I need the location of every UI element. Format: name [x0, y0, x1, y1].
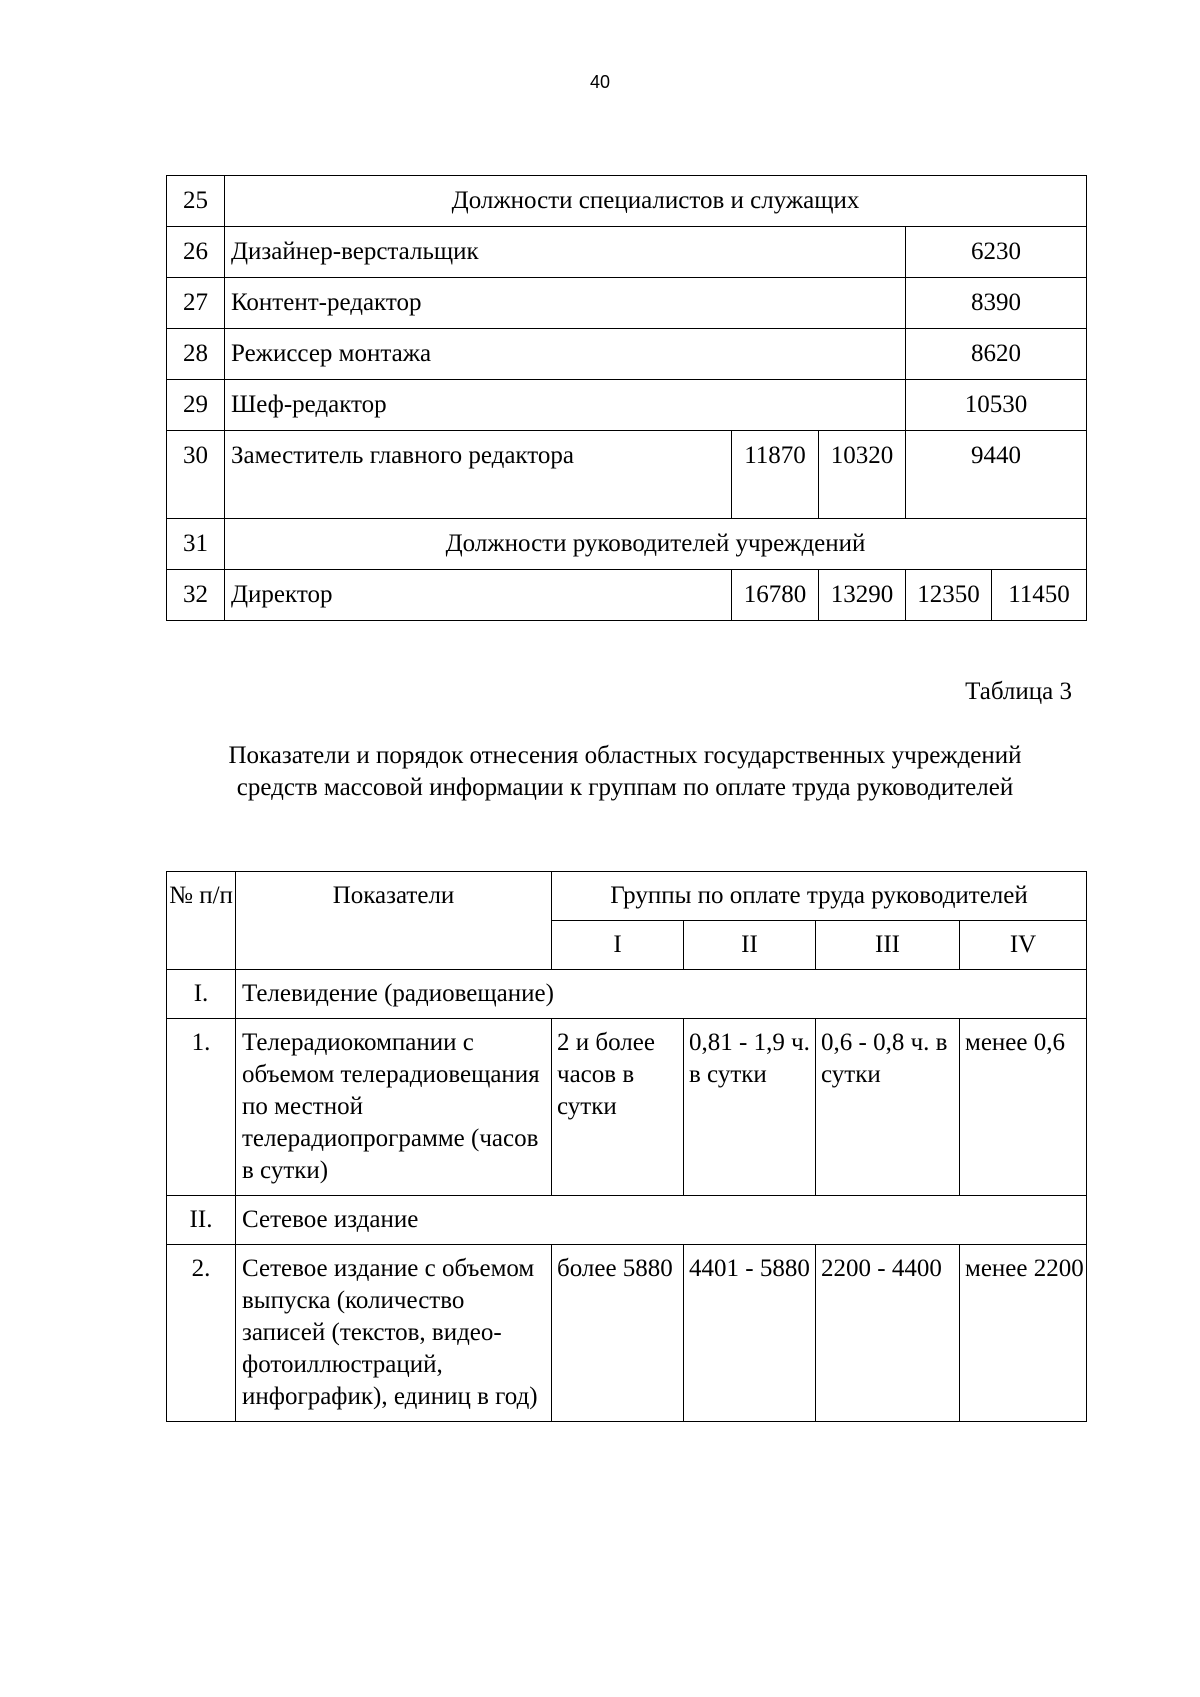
row-number: 32 [167, 570, 225, 621]
row-number: 1. [167, 1019, 236, 1196]
column-header-number: № п/п [167, 872, 236, 970]
table-row [167, 329, 1087, 380]
salary-value: 10530 [906, 380, 1087, 431]
position-name: Заместитель главного редактора [225, 431, 732, 519]
page-number: 40 [589, 72, 611, 92]
row-number: 27 [167, 278, 225, 329]
group-header-2: II [684, 921, 816, 970]
table-caption: Показатели и порядок отнесения областных государственных учреждений средств массовой информации к группам по оплате труда руководителей [228, 742, 1022, 801]
salary-value-group-1: 16780 [732, 570, 819, 621]
salary-value: 8620 [906, 329, 1087, 380]
indicator-text: Телерадиокомпании с объемом телерадиовещания по местной телерадиопрограмме (часов в сутки) [236, 1019, 552, 1196]
group-4-value: менее 0,6 [960, 1019, 1087, 1196]
row-number: 26 [167, 227, 225, 278]
section-heading: Должности специалистов и служащих [225, 176, 1087, 227]
position-name: Режиссер монтажа [225, 329, 906, 380]
table-row [167, 227, 1087, 278]
salary-value: 8390 [906, 278, 1087, 329]
group-1-value: 2 и более часов в сутки [552, 1019, 684, 1196]
staff-salary-table [166, 175, 1087, 621]
salary-value-group-3-4: 9440 [906, 431, 1087, 519]
group-header-3: III [816, 921, 960, 970]
salary-value-group-2: 13290 [819, 570, 906, 621]
group-2-value: 0,81 - 1,9 ч. в сутки [684, 1019, 816, 1196]
salary-value-group-1: 11870 [732, 431, 819, 519]
manager-groups-table [166, 871, 1087, 1422]
group-3-value: 0,6 - 0,8 ч. в сутки [816, 1019, 960, 1196]
row-number: 28 [167, 329, 225, 380]
position-name: Контент-редактор [225, 278, 906, 329]
group-header-1: I [552, 921, 684, 970]
section-row [167, 970, 1087, 1019]
header-row [167, 872, 1087, 921]
salary-value-group-4: 11450 [992, 570, 1087, 621]
row-number: 25 [167, 176, 225, 227]
table-row [167, 278, 1087, 329]
row-number: 30 [167, 431, 225, 519]
table-number-label: Таблица 3 [965, 678, 1072, 705]
section-row [167, 1196, 1087, 1245]
section-number: I. [167, 970, 236, 1019]
group-4-value: менее 2200 [960, 1245, 1087, 1422]
table-row [167, 570, 1087, 621]
salary-value-group-2: 10320 [819, 431, 906, 519]
table-row [167, 519, 1087, 570]
section-title: Телевидение (радиовещание) [236, 970, 1087, 1019]
section-heading: Должности руководителей учреждений [225, 519, 1087, 570]
table-row [167, 1245, 1087, 1422]
salary-value-group-3: 12350 [906, 570, 992, 621]
column-header-indicators: Показатели [236, 872, 552, 970]
position-name: Дизайнер-верстальщик [225, 227, 906, 278]
group-1-value: более 5880 [552, 1245, 684, 1422]
row-number: 31 [167, 519, 225, 570]
row-number: 2. [167, 1245, 236, 1422]
group-2-value: 4401 - 5880 [684, 1245, 816, 1422]
table-row [167, 380, 1087, 431]
table-row [167, 1019, 1087, 1196]
section-number: II. [167, 1196, 236, 1245]
column-header-groups: Группы по оплате труда руководителей [552, 872, 1087, 921]
row-number: 29 [167, 380, 225, 431]
position-name: Директор [225, 570, 732, 621]
table-row [167, 431, 1087, 519]
group-3-value: 2200 - 4400 [816, 1245, 960, 1422]
indicator-text: Сетевое издание с объемом выпуска (количество записей (текстов, видео-фотоиллюстраций, инфографик), единиц в год) [236, 1245, 552, 1422]
salary-value: 6230 [906, 227, 1087, 278]
position-name: Шеф-редактор [225, 380, 906, 431]
section-title: Сетевое издание [236, 1196, 1087, 1245]
group-header-4: IV [960, 921, 1087, 970]
table-row [167, 176, 1087, 227]
